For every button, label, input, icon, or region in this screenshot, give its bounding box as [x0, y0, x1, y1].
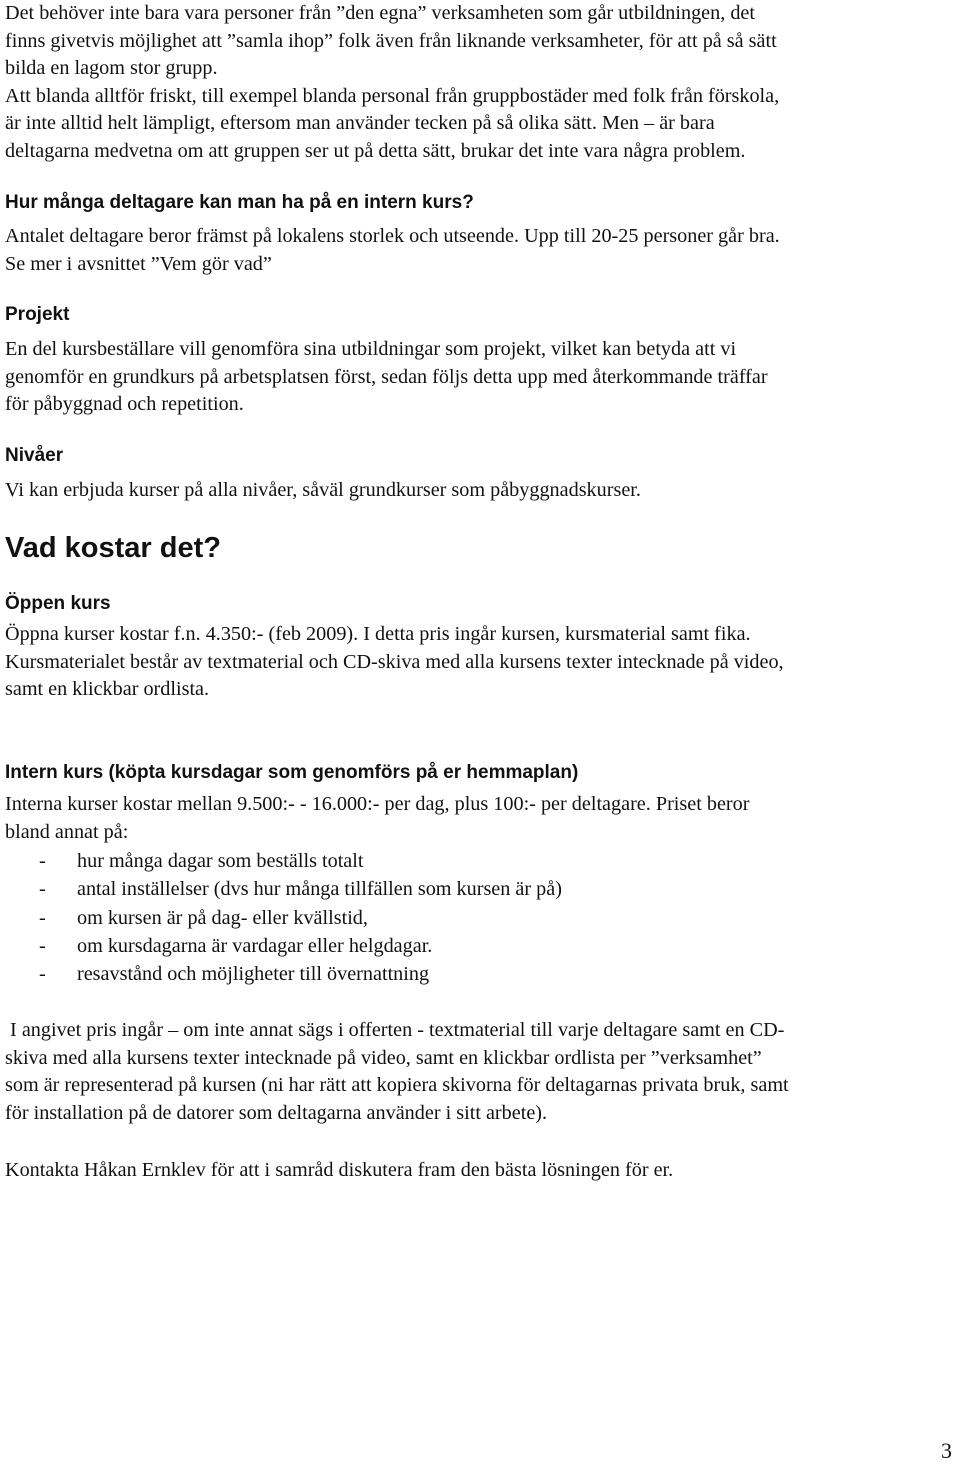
list-item	[5, 875, 562, 903]
open-course-paragraph	[5, 621, 784, 704]
projekt-line: En del kursbeställare vill genomföra sina utbildningar som projekt, vilket kan betyda att vi	[5, 338, 737, 360]
nivaer-heading: Nivåer	[5, 445, 64, 466]
open-course-line: Öppna kurser kostar f.n. 4.350:- (feb 2009). I detta pris ingår kursen, kursmaterial samt fika.	[5, 623, 751, 645]
open-course-line: samt en klickbar ordlista.	[5, 678, 210, 701]
cost-heading: Vad kostar det?	[5, 532, 221, 564]
list-item-text: antal inställelser (dvs hur många tillfällen som kursen är på)	[77, 878, 562, 901]
contact-line: Kontakta Håkan Ernklev för att i samråd diskutera fram den bästa lösningen för er.	[5, 1159, 674, 1181]
list-item	[5, 932, 562, 960]
intro-paragraph	[5, 0, 779, 166]
dash-marker: -	[39, 934, 46, 957]
included-line: skiva med alla kursens texter intecknade på video, samt en klickbar ordlista per ”verksamhet”	[5, 1046, 762, 1069]
intro-line: är inte alltid helt lämpligt, eftersom man använder tecken på så olika sätt. Men – är bara	[5, 112, 715, 135]
dash-marker: -	[39, 878, 46, 901]
projekt-heading: Projekt	[5, 304, 70, 325]
intro-line: deltagarna medvetna om att gruppen ser ut på detta sätt, brukar det inte vara några problem.	[5, 139, 746, 162]
nivaer-paragraph	[5, 477, 641, 505]
list-item-text: hur många dagar som beställs totalt	[77, 850, 364, 872]
how-many-line: Se mer i avsnittet ”Vem gör vad”	[5, 252, 272, 275]
included-line: som är representerad på kursen (ni har rätt att kopiera skivorna för deltagarnas privata bruk, samt	[5, 1074, 789, 1097]
internal-course-line: Interna kurser kostar mellan 9.500:- - 16.000:- per dag, plus 100:- per deltagare. Priset beror	[5, 793, 750, 815]
dash-marker: -	[39, 850, 46, 872]
intro-line: finns givetvis möjlighet att ”samla ihop” folk även från liknande verksamheter, för att på så sätt	[5, 29, 777, 52]
list-item-text: om kursdagarna är vardagar eller helgdagar.	[77, 934, 433, 957]
intro-line: bilda en lagom stor grupp.	[5, 57, 218, 80]
list-item-text: om kursen är på dag- eller kvällstid,	[77, 906, 368, 929]
open-course-line: Kursmaterialet består av textmaterial och CD-skiva med alla kursens texter intecknade på video,	[5, 650, 784, 673]
price-factors-list	[5, 847, 562, 988]
projekt-line: för påbyggnad och repetition.	[5, 393, 244, 416]
internal-course-paragraph	[5, 791, 749, 846]
included-line: I angivet pris ingår – om inte annat sägs i offerten - textmaterial till varje deltagare samt en CD-	[5, 1019, 785, 1041]
projekt-line: genomför en grundkurs på arbetsplatsen först, sedan följs detta upp med återkommande träffar	[5, 365, 768, 388]
included-paragraph	[5, 1017, 789, 1127]
dash-marker: -	[39, 963, 46, 986]
intro-line: Det behöver inte bara vara personer från ”den egna” verksamheten som går utbildningen, det	[5, 2, 755, 24]
projekt-paragraph	[5, 336, 768, 419]
how-many-line: Antalet deltagare beror främst på lokalens storlek och utseende. Upp till 20-25 personer går bra.	[5, 225, 780, 247]
list-item	[5, 960, 562, 988]
how-many-heading: Hur många deltagare kan man ha på en intern kurs?	[5, 192, 474, 213]
internal-course-line: bland annat på:	[5, 820, 129, 843]
nivaer-line: Vi kan erbjuda kurser på alla nivåer, såväl grundkurser som påbyggnadskurser.	[5, 479, 641, 501]
list-item	[5, 847, 562, 875]
dash-marker: -	[39, 906, 46, 929]
contact-paragraph	[5, 1157, 673, 1185]
list-item	[5, 904, 562, 932]
included-line: för installation på de datorer som deltagarna använder i sitt arbete).	[5, 1101, 548, 1124]
intro-line: Att blanda alltför friskt, till exempel blanda personal från gruppbostäder med folk från förskola,	[5, 84, 780, 107]
list-item-text: resavstånd och möjligheter till övernattning	[77, 963, 430, 986]
open-course-heading: Öppen kurs	[5, 593, 111, 614]
how-many-paragraph	[5, 223, 780, 278]
page-number: 3	[941, 1438, 952, 1463]
internal-course-heading: Intern kurs (köpta kursdagar som genomförs på er hemmaplan)	[5, 762, 579, 783]
